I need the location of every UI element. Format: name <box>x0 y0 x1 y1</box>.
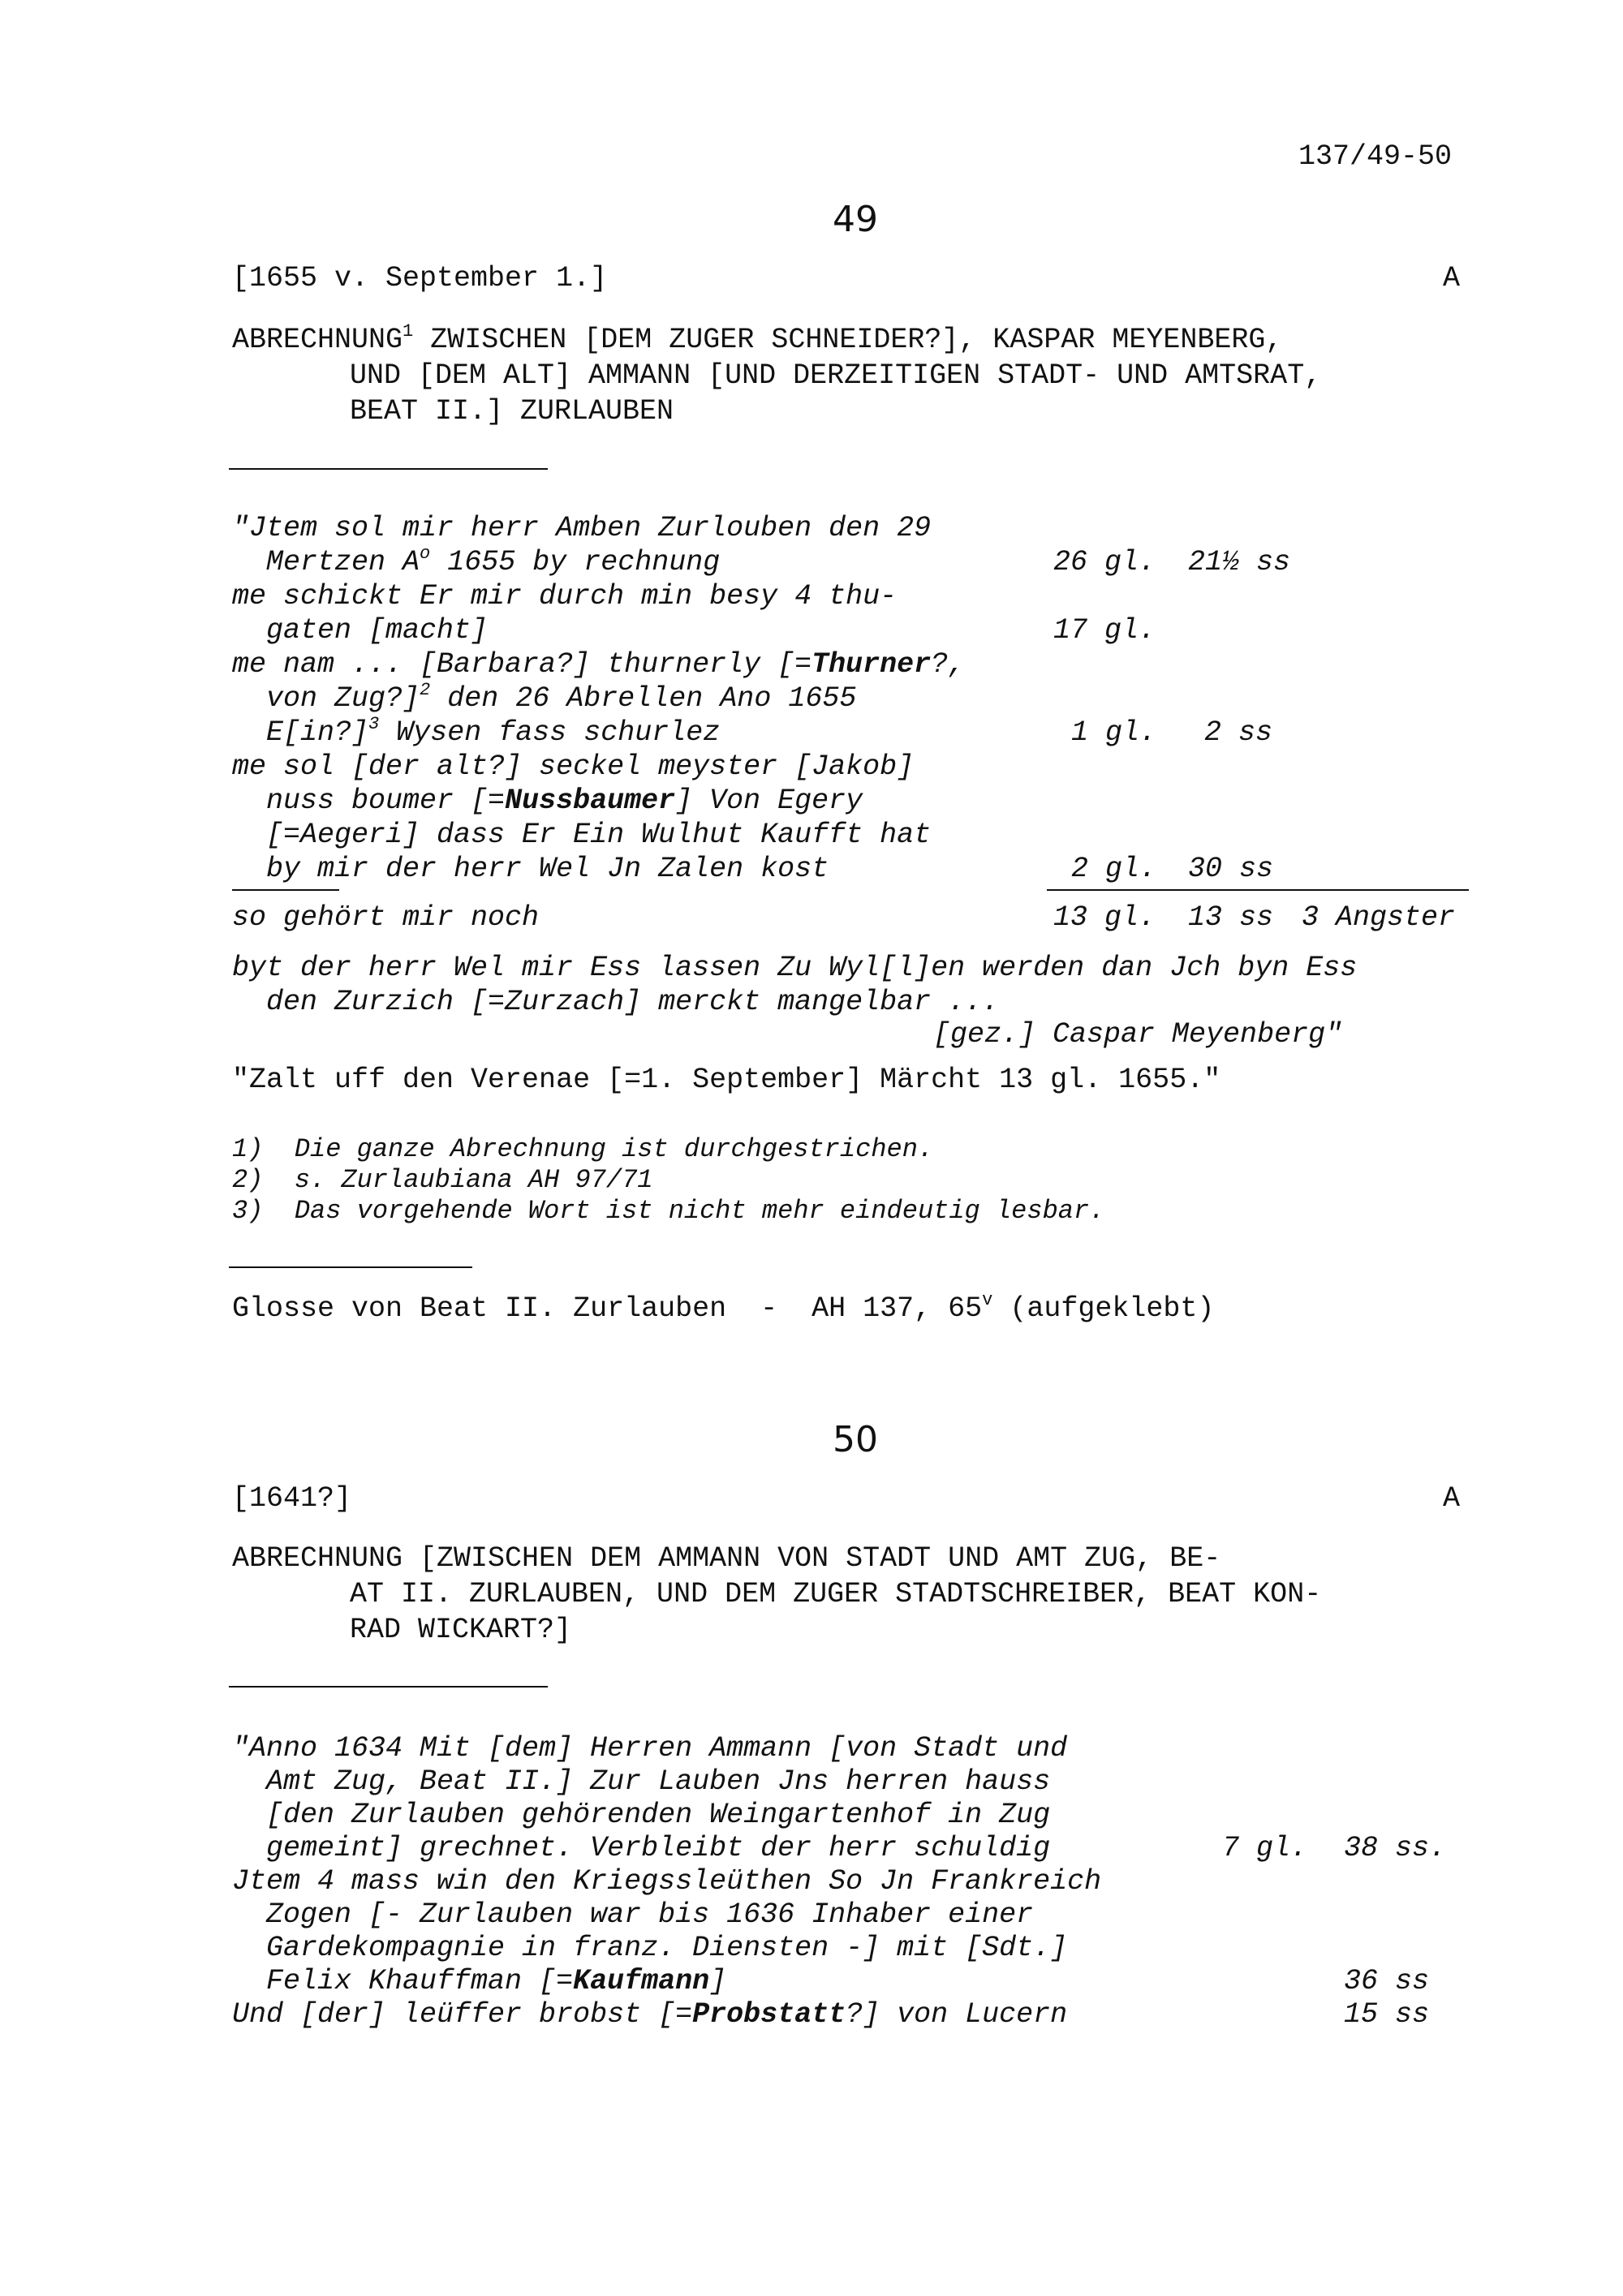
document-title-49-line3: BEAT II.] ZURLAUBEN <box>350 395 674 428</box>
document-title-49-line1 <box>232 323 1282 357</box>
account-row <box>232 1831 1466 1865</box>
account-line: me nam ... [Barbara?] thurnerly [=Thurner?, <box>232 648 966 681</box>
account-row <box>232 545 1466 579</box>
account-line: [den Zurlauben gehörenden Weingartenhof in Zug <box>232 1799 1051 1831</box>
amount-ss: 2 ss <box>1204 716 1273 749</box>
sum-underline-left <box>232 889 339 891</box>
amount-ss: 30 ss <box>1188 853 1274 885</box>
account-total-row <box>232 901 1466 935</box>
gloss-line: Glosse von Beat II. Zurlauben - AH 137, 65$^v$ (aufgeklebt) <box>232 1290 1215 1325</box>
amount-ss: 15 ss <box>1344 1998 1430 2031</box>
account-row <box>232 716 1466 750</box>
document-number-50: 50 <box>833 1419 878 1460</box>
footnote-3: 3) Das vorgehende Wort ist nicht mehr eindeutig lesbar. <box>232 1196 1105 1226</box>
account-line: Gardekompagnie in franz. Diensten -] mit [Sdt.] <box>232 1932 1068 1964</box>
footnote-ref: 1 <box>403 321 414 342</box>
account-row <box>232 613 1466 647</box>
footnote-1: 1) Die ganze Abrechnung ist durchgestrichen. <box>232 1134 934 1164</box>
account-total-label: so gehört mir noch <box>232 901 540 934</box>
account-row <box>232 852 1466 886</box>
amount-gl: 2 gl. <box>1071 853 1157 885</box>
document-class-50: A <box>1443 1482 1461 1515</box>
section-divider <box>229 1686 548 1688</box>
signature-line: [gez.] Caspar Meyenberg" <box>933 1018 1343 1051</box>
amount-gl: 7 gl. <box>1222 1832 1308 1864</box>
account-text: gemeint] grechnet. Verbleibt der herr schuldig <box>232 1832 1051 1864</box>
sum-underline-right <box>1047 889 1469 891</box>
section-divider <box>229 1266 472 1268</box>
section-divider <box>229 468 548 470</box>
amount-ss: 21½ ss <box>1188 546 1291 578</box>
document-class-49: A <box>1443 262 1461 295</box>
account-line: [=Aegeri] dass Er Ein Wulhut Kaufft hat <box>232 819 932 851</box>
account-line: me sol [der alt?] seckel meyster [Jakob] <box>232 750 915 783</box>
total-ss: 13 ss <box>1188 901 1274 934</box>
amount-ss: 38 ss. <box>1344 1832 1447 1864</box>
account-line: Zogen [- Zurlauben war bis 1636 Inhaber einer <box>232 1898 1034 1931</box>
payment-note: "Zalt uff den Verenae [=1. September] Märcht 13 gl. 1655." <box>232 1064 1221 1096</box>
account-line: me schickt Er mir durch min besy 4 thu- <box>232 580 898 613</box>
account-text: gaten [macht] <box>232 614 489 647</box>
account-text: Felix Khauffman [=Kaufmann] <box>232 1965 727 1997</box>
account-line: byt der herr Wel mir Ess lassen Zu Wyl[l]en werden dan Jch byn Ess <box>232 952 1358 984</box>
account-row <box>232 1964 1466 1998</box>
account-text: Mertzen $A^o$ 1655 by rechnung <box>232 544 721 578</box>
account-row <box>232 1997 1466 2032</box>
total-extra: 3 Angster <box>1302 901 1456 934</box>
document-date-50: [1641?] <box>232 1482 352 1515</box>
footnote-2: 2) s. Zurlaubiana AH 97/71 <box>232 1165 653 1195</box>
document-title-50-line1: ABRECHNUNG [ZWISCHEN DEM AMMANN VON STADT UND AMT ZUG, BE- <box>232 1542 1221 1575</box>
document-date-49: [1655 v. September 1.] <box>232 262 608 295</box>
document-title-49-line2: UND [DEM ALT] AMMANN [UND DERZEITIGEN STADT- UND AMTSRAT, <box>350 359 1322 392</box>
amount-gl: 26 gl. <box>1053 546 1156 578</box>
amount-gl: 17 gl. <box>1053 614 1156 647</box>
account-line: "Jtem sol mir herr Amben Zurlouben den 29 <box>232 512 932 544</box>
amount-gl: 1 gl. <box>1071 716 1157 749</box>
account-line: Jtem 4 mass win den Kriegssleüthen So Jn Frankreich <box>232 1865 1102 1898</box>
page-reference: 137/49-50 <box>1298 140 1453 173</box>
total-gl: 13 gl. <box>1053 901 1156 934</box>
account-text: E[in?]$^3$ Wysen fass schurlez <box>232 714 721 749</box>
account-line: den Zurzich [=Zurzach] merckt mangelbar ... <box>232 986 1000 1018</box>
document-number-49: 49 <box>833 199 878 240</box>
account-text: by mir der herr Wel Jn Zalen kost <box>232 853 829 885</box>
document-title-50-line3: RAD WICKART?] <box>350 1614 572 1646</box>
account-line: nuss boumer [=Nussbaumer] Von Egery <box>232 785 863 817</box>
document-title-50-line2: AT II. ZURLAUBEN, UND DEM ZUGER STADTSCHREIBER, BEAT KON- <box>350 1578 1322 1610</box>
title-rest: ZWISCHEN [DEM ZUGER SCHNEIDER?], KASPAR MEYENBERG, <box>413 324 1283 356</box>
amount-ss: 36 ss <box>1344 1965 1430 1997</box>
title-word: ABRECHNUNG <box>232 324 403 356</box>
account-text: Und [der] leüffer brobst [=Probstatt?] von Lucern <box>232 1998 1068 2031</box>
account-line: von Zug?]$^2$ den 26 Abrellen Ano 1655 <box>232 680 857 715</box>
account-line: "Anno 1634 Mit [dem] Herren Ammann [von Stadt und <box>232 1732 1068 1765</box>
account-line: Amt Zug, Beat II.] Zur Lauben Jns herren hauss <box>232 1765 1051 1798</box>
